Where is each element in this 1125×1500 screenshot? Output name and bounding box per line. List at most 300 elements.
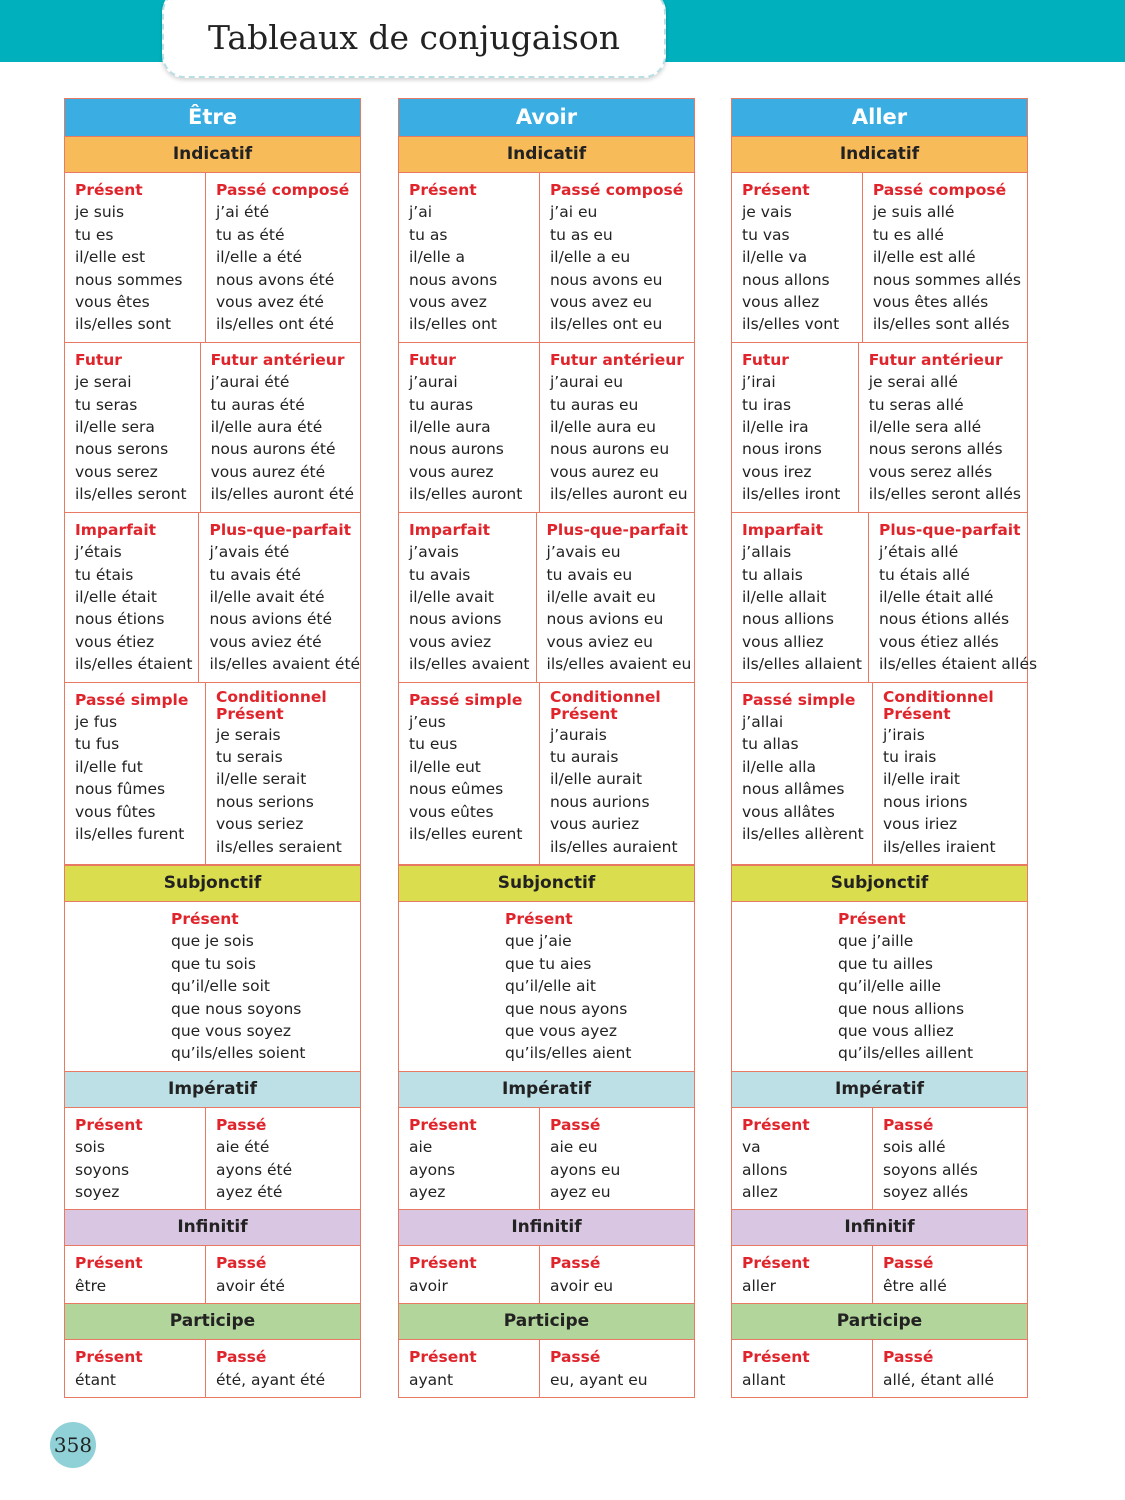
tense-cell [540,343,694,512]
conjugated-form: vous auriez [550,815,640,834]
tense-cell [859,343,1027,512]
verb-table-0 [64,98,361,1398]
conjugated-form: je serais [216,725,281,744]
subjonctif-cell [65,902,360,1072]
conjugated-form: nous aurions [550,792,650,811]
tense-row [65,173,360,343]
tense-cell [873,683,1027,864]
tense-label: Passé [550,1115,601,1134]
verb-header: Avoir [399,99,694,137]
conjugated-form: tu eus [409,735,458,754]
tense-cell [65,513,199,682]
mood-header-participe: Participe [732,1304,1027,1340]
conjugated-form: été, ayant été [216,1370,326,1389]
tense-cell [732,1108,873,1210]
conjugated-form: vous iriez [883,815,958,834]
conjugated-form: nous irions [883,792,968,811]
tense-label: Présent [409,1254,477,1273]
tense-cell [206,683,360,864]
conjugated-form: tu iras [742,395,792,414]
conjugated-form: vous étiez allés [878,632,999,651]
conjugated-form: vous aurez eu [550,462,659,481]
conjugated-form: ils/elles ont eu [550,315,663,334]
conjugated-form: allant [742,1370,786,1389]
conjugated-form: il/elle allait [742,587,827,606]
page-number: 358 [50,1422,96,1468]
conjugated-form: nous avons [409,270,498,289]
conjugated-form: il/elle a été [216,248,303,267]
conjugated-form: il/elle est allé [872,248,976,267]
conjugated-form: ils/elles eurent [409,824,523,843]
conjugated-form: j’aurai été [210,373,290,392]
verb-table-2 [731,98,1038,1398]
conjugated-form: ils/elles auront eu [550,485,688,504]
tense-cell [540,1108,694,1210]
tense-label: Présent [409,181,477,199]
conjugated-form: vous aurez été [210,462,326,481]
conjugated-form: nous aurons eu [550,440,670,459]
tense-cell [732,1246,873,1303]
conjugated-form: vous êtes [75,293,150,312]
tense-label: Plus-que-parfait [878,520,1021,539]
tense-cell [201,343,360,512]
conjugated-form: soyons allés [883,1160,978,1179]
conjugated-form: vous aviez [409,632,492,651]
tense-label: Passé composé [216,181,350,199]
conjugated-form: ils/elles sont allés [872,315,1010,334]
mood-header-infinitif: Infinitif [732,1210,1027,1246]
conjugated-form: soyez allés [883,1183,969,1202]
tense-cell [863,173,1027,342]
conjugated-form: il/elle irait [883,770,961,789]
mood-header-subjonctif: Subjonctif [732,865,1027,902]
conjugated-form: que vous alliez [838,1022,954,1040]
conjugated-form: nous avons été [216,270,335,289]
mood-header-subjonctif: Subjonctif [399,865,694,902]
tense-cell [65,683,206,864]
tense-label: Passé [883,1254,934,1273]
tense-cell [732,343,859,512]
conjugated-form: avoir [409,1276,448,1295]
tense-cell [65,1246,206,1303]
tense-row [732,1246,1027,1304]
tense-label: Passé simple [75,690,189,709]
conjugated-form: eu, ayant eu [550,1370,648,1389]
mood-header-infinitif: Infinitif [399,1210,694,1246]
conjugated-form: il/elle fut [75,757,143,776]
conjugated-form: que j’aille [838,932,914,951]
conjugated-form: il/elle eut [409,757,481,776]
conjugated-form: il/elle va [742,248,808,267]
conjugated-form: que tu sois [171,954,256,973]
tense-label: Imparfait [742,520,824,539]
conjugated-form: vous étiez [75,632,155,651]
conjugated-form: j’irais [883,725,925,744]
tense-cell [399,173,540,342]
conjugated-form: tu auras eu [550,395,639,414]
tense-label: Présent [742,181,810,199]
tense-label: Futur [75,350,122,369]
conjugated-form: il/elle serait [216,770,307,789]
conjugated-form: nous avions été [209,610,333,629]
conjugated-form: qu’ils/elles soient [171,1044,306,1063]
page-title: Tableaux de conjugaison [207,18,620,57]
conjugated-form: ils/elles seront allés [868,485,1021,504]
conjugated-form: vous avez [409,293,487,312]
tense-cell [206,1108,360,1210]
conjugated-form: j’ai eu [550,203,598,222]
conjugated-form: il/elle aura [409,418,491,437]
tense-label: Passé [216,1115,267,1134]
tense-cell [206,1246,360,1303]
conjugated-form: il/elle avait été [209,587,325,606]
conjugated-form: vous aviez eu [546,632,653,651]
conjugated-form: nous étions allés [878,610,1010,629]
conjugated-form: allez [742,1183,778,1202]
conjugated-form: soyez [75,1183,120,1202]
conjugated-form: vous eûtes [409,802,494,821]
tense-cell [206,1340,360,1397]
tense-label: Passé [550,1254,601,1273]
conjugated-form: vous irez [742,462,812,481]
conjugated-form: tu allais [742,565,803,584]
tense-label: Présent [171,909,239,928]
mood-header-infinitif: Infinitif [65,1210,360,1246]
conjugated-form: ils/elles allaient [742,655,862,674]
conjugated-form: que nous ayons [505,999,628,1018]
conjugated-form: nous sommes [75,270,183,289]
conjugated-form: j’avais été [209,543,290,562]
conjugated-form: tu fus [75,735,120,754]
conjugated-form: nous allions [742,610,834,629]
conjugated-form: il/elle ira [742,418,809,437]
tense-cell [732,173,863,342]
conjugated-form: étant [75,1370,117,1389]
conjugated-form: tu étais allé [878,565,970,584]
tense-label: Présent [75,181,143,199]
tense-label: Passé composé [872,181,1007,199]
tense-label: Présent [550,705,618,724]
tense-row [399,173,694,343]
conjugated-form: qu’ils/elles aient [505,1044,632,1063]
conjugated-form: que je sois [171,932,254,951]
conjugated-form: tu seras allé [868,395,964,414]
conjugated-form: j’allais [742,543,792,562]
tense-label: Plus-que-parfait [546,520,689,539]
conjugated-form: il/elle avait [409,587,495,606]
tense-label: Présent [75,1115,143,1134]
tense-label: Futur [742,350,789,369]
conjugated-form: il/elle alla [742,757,817,776]
mood-header-imperatif: Impératif [399,1072,694,1108]
conjugated-form: j’aurais [550,725,607,744]
tense-cell [873,1246,1027,1303]
conjugated-form: aller [742,1276,777,1295]
tense-label: Futur antérieur [550,350,684,369]
tense-row [65,513,360,683]
conjugated-form: ils/elles avaient eu [546,655,692,674]
conjugated-form: vous serez [75,462,158,481]
conjugated-form: vous alliez [742,632,824,651]
tense-cell [65,1340,206,1397]
conjugated-form: être allé [883,1276,947,1295]
conjugated-form: ils/elles vont [742,315,840,334]
mood-header-indicatif: Indicatif [732,137,1027,173]
tense-cell [399,1340,540,1397]
conjugated-form: avoir été [216,1276,285,1295]
tense-cell [65,173,206,342]
tense-label: Passé [216,1254,267,1273]
conjugated-form: que j’aie [505,932,572,951]
conjugated-form: aie été [216,1138,270,1157]
conjugated-form: tu avais [409,565,471,584]
conjugated-form: ayons [409,1160,456,1179]
conjugated-form: nous avions [409,610,502,629]
conjugated-form: tu as [409,225,448,244]
conjugated-form: qu’il/elle soit [171,977,270,996]
tense-label: Passé simple [409,690,523,709]
conjugated-form: ils/elles iront [742,485,841,504]
tense-label: Présent [75,1254,143,1273]
conjugated-form: je suis [75,203,125,222]
conjugated-form: vous serez allés [868,462,993,481]
conjugated-form: ils/elles ont [409,315,497,334]
conjugated-form: j’irai [742,373,776,392]
conjugated-form: il/elle aura eu [550,418,656,437]
conjugated-form: avoir eu [550,1276,614,1295]
tense-row [65,343,360,513]
tense-label: Présent [742,1115,810,1134]
conjugated-form: tu étais [75,565,134,584]
conjugated-form: tu irais [883,747,937,766]
conjugated-form: il/elle aurait [550,770,643,789]
conjugated-form: allé, étant allé [883,1370,995,1389]
conjugated-form: il/elle a [409,248,465,267]
tense-row [65,1108,360,1211]
conjugated-form: nous aurons [409,440,504,459]
tense-label: Présent [409,1348,477,1367]
tense-cell [732,683,873,864]
conjugated-form: j’étais allé [878,543,959,562]
conjugated-form: tu aurais [550,747,619,766]
conjugated-form: qu’il/elle ait [505,977,596,996]
tense-label: Présent [75,1348,143,1367]
conjugated-form: nous serions [216,792,314,811]
mood-header-subjonctif: Subjonctif [65,865,360,902]
conjugated-form: qu’il/elle aille [838,977,941,996]
conjugated-form: nous aurons été [210,440,336,459]
tense-cell [65,343,201,512]
tense-label: Passé [883,1115,934,1134]
conjugated-form: tu seras [75,395,138,414]
tense-cell [732,1340,873,1397]
conjugated-form: j’avais eu [546,543,621,562]
conjugated-form: il/elle sera [75,418,155,437]
tense-cell [540,683,694,864]
conjugated-form: ils/elles étaient allés [878,655,1038,674]
conjugated-form: ils/elles iraient [883,837,996,856]
verb-header: Aller [732,99,1027,137]
conjugated-form: il/elle sera allé [868,418,982,437]
tense-label: Présent [883,705,951,724]
tense-row [399,1108,694,1211]
tense-label: Imparfait [75,520,157,539]
tense-label: Présent [838,909,906,928]
conjugated-form: ils/elles auraient [550,837,678,856]
subjonctif-cell [399,902,694,1072]
mood-header-participe: Participe [65,1304,360,1340]
tense-cell [399,683,540,864]
conjugated-form: ils/elles sont [75,315,172,334]
conjugated-form: je suis allé [872,203,955,222]
conjugated-form: vous seriez [216,815,304,834]
tense-label: Passé composé [550,181,684,199]
tense-cell [540,1246,694,1303]
conjugated-form: ils/elles ont été [216,315,335,334]
tense-row [65,1246,360,1304]
conjugated-form: tu auras été [210,395,305,414]
tense-label: Imparfait [409,520,491,539]
tense-cell [537,513,698,682]
conjugated-form: que nous allions [838,999,965,1018]
tense-cell [873,1340,1027,1397]
conjugated-form: tu es [75,225,114,244]
subjonctif-cell [732,902,1027,1072]
tense-cell [65,1108,206,1210]
tense-label: Présent [216,705,284,724]
mood-header-indicatif: Indicatif [399,137,694,173]
conjugated-form: tu as été [216,225,285,244]
conjugated-form: que vous soyez [171,1022,292,1040]
conjugated-form: que nous soyons [171,999,302,1018]
conjugated-form: ils/elles auront [409,485,523,504]
conjugated-form: j’eus [409,712,446,731]
conjugated-form: il/elle était allé [878,587,994,606]
tense-cell [399,1246,540,1303]
conjugated-form: nous eûmes [409,780,504,799]
tense-row [399,343,694,513]
tense-row [732,513,1038,683]
conjugated-form: j’aurai eu [550,373,624,392]
conjugated-form: tu auras [409,395,474,414]
mood-header-participe: Participe [399,1304,694,1340]
tense-label: Conditionnel [216,687,327,706]
tense-label: Conditionnel [883,687,994,706]
tense-cell [540,1340,694,1397]
conjugated-form: il/elle avait eu [546,587,656,606]
conjugated-form: nous serons [75,440,169,459]
tense-label: Futur [409,350,456,369]
conjugated-form: il/elle aura été [210,418,323,437]
conjugated-form: j’ai été [216,203,270,222]
verb-table-1 [398,98,695,1398]
conjugated-form: j’étais [75,543,122,562]
conjugated-form: être [75,1276,107,1295]
conjugated-form: nous avions eu [546,610,664,629]
conjugated-form: ayons eu [550,1160,621,1179]
conjugated-form: tu vas [742,225,790,244]
tense-row [399,1340,694,1397]
conjugated-form: nous serons allés [868,440,1003,459]
conjugated-form: nous allâmes [742,780,845,799]
conjugated-form: je fus [75,712,118,731]
tense-row [732,1108,1027,1211]
conjugated-form: tu allas [742,735,799,754]
tense-label: Plus-que-parfait [209,520,352,539]
conjugated-form: tu as eu [550,225,613,244]
tense-label: Futur antérieur [868,350,1003,369]
conjugated-form: ils/elles avaient été [209,655,361,674]
conjugated-form: ayez eu [550,1183,611,1202]
tense-label: Passé [883,1348,934,1367]
tense-row [65,683,360,865]
tense-label: Présent [409,1115,477,1134]
tense-label: Présent [505,909,573,928]
tense-cell [199,513,366,682]
conjugated-form: vous avez été [216,293,324,312]
tense-cell [399,513,537,682]
tense-cell [869,513,1043,682]
title-card [162,0,666,78]
conjugated-form: aie [409,1138,433,1157]
conjugated-form: ayez été [216,1183,283,1202]
conjugated-form: vous aurez [409,462,494,481]
tense-row [65,1340,360,1397]
conjugated-form: que vous ayez [505,1022,617,1040]
conjugated-form: ils/elles seraient [216,837,342,856]
tense-cell [399,1108,540,1210]
tense-row [732,173,1027,343]
tense-row [399,683,694,865]
conjugated-form: vous êtes allés [872,293,989,312]
conjugated-form: tu serais [216,747,283,766]
conjugated-form: j’ai [409,203,433,222]
conjugated-form: sois [75,1138,105,1157]
conjugated-form: nous avons eu [550,270,663,289]
conjugated-form: tu es allé [872,225,944,244]
tense-label: Conditionnel [550,687,661,706]
conjugated-form: vous avez eu [550,293,653,312]
conjugated-form: soyons [75,1160,130,1179]
conjugated-form: nous fûmes [75,780,166,799]
tense-row [399,1246,694,1304]
tense-label: Passé [216,1348,267,1367]
verb-header: Être [65,99,360,137]
conjugated-form: aie eu [550,1138,598,1157]
mood-header-imperatif: Impératif [65,1072,360,1108]
conjugated-form: nous sommes allés [872,270,1021,289]
conjugated-form: ils/elles seront [75,485,187,504]
conjugated-form: j’avais [409,543,459,562]
tense-cell [873,1108,1027,1210]
conjugated-form: que tu ailles [838,954,933,973]
conjugated-form: ils/elles allèrent [742,824,864,843]
tense-cell [540,173,694,342]
conjugated-form: ils/elles furent [75,824,185,843]
conjugated-form: sois allé [883,1138,946,1157]
tense-cell [732,513,869,682]
conjugated-form: ils/elles étaient [75,655,193,674]
conjugated-form: je serai allé [868,373,958,392]
conjugated-form: nous allons [742,270,830,289]
conjugated-form: vous fûtes [75,802,156,821]
conjugated-form: j’allai [742,712,784,731]
conjugated-form: je vais [742,203,792,222]
mood-header-imperatif: Impératif [732,1072,1027,1108]
conjugated-form: tu avais été [209,565,301,584]
conjugated-form: ayons été [216,1160,293,1179]
conjugated-form: qu’ils/elles aillent [838,1044,974,1063]
